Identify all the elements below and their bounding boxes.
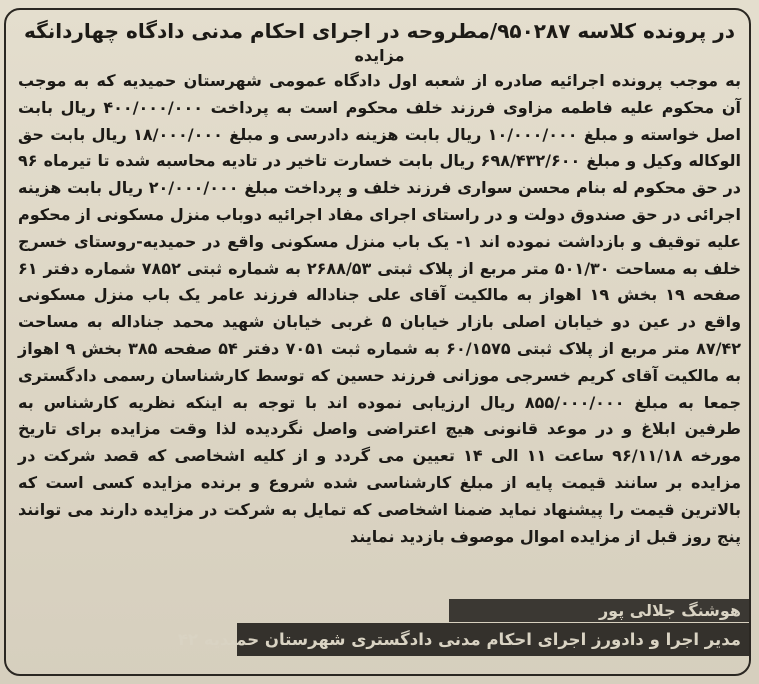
- notice-content: [18, 18, 741, 550]
- signature-name: هوشنگ جلالی پور: [449, 599, 749, 622]
- notice-body: به موجب پرونده اجرائیه صادره از شعبه اول دادگاه عمومی شهرستان حمیدیه که به موجب آن محکوم علیه فاطمه مزاوی فرزند خلف محکوم است به پرداخت ۴۰۰/۰۰۰/۰۰۰ ریال بابت اصل خواسته و مبلغ ۱۰/۰۰۰/۰۰۰ ریال بابت هزینه دادرسی و مبلغ ۱۸/۰۰۰/۰۰۰ ریال بابت حق الوکاله وکیل و مبلغ ۶۹۸/۴۳۲/۶۰۰ ریال بابت خسارت تاخیر در تادیه محاسبه شده تا تیرماه ۹۶ در حق محکوم له بنام محسن سواری فرزند خلف و پرداخت مبلغ ۲۰/۰۰۰/۰۰۰ ریال بابت هزینه اجرائی در حق صندوق دولت و در راستای اجرای مفاد اجرائیه دوباب منزل مسکونی از محکوم علیه توقیف و بازداشت نموده اند ۱- یک باب منزل مسکونی واقع در حمیدیه-روستای خسرج خلف به مساحت ۵۰۱/۳۰ متر مربع از پلاک ثبتی ۲۶۸۸/۵۳ به شماره ثبتی ۷۸۵۲ شماره دفتر ۶۱ صفحه ۱۹ بخش ۱۹ اهواز به مالکیت آقای علی جناداله فرزند عامر یک باب منزل مسکونی واقع در عین دو خیابان اصلی بازار خیابان ۵ غربی خیابان شهید محمد جناداله به مساحت ۸۷/۴۲ متر مربع از پلاک ثبتی ۶۰/۱۵۷۵ به شماره ثبت ۷۰۵۱ دفتر ۵۴ صفحه ۳۸۵ بخش ۹ اهواز به مالکیت آقای کریم خسرجی موزانی فرزند حسین که توسط کارشناسان رسمی دادگستری جمعا به مبلغ ۸۵۵/۰۰۰/۰۰۰ ریال ارزیابی نموده اند با توجه به اینکه نظریه کارشناس به طرفین ابلاغ و در موعد قانونی هیچ اعتراضی واصل نگردیده لذا وقت مزایده برای تاریخ مورخه ۹۶/۱۱/۱۸ ساعت ۱۱ الی ۱۴ تعیین می گردد و از کلیه اشخاصی که قصد شرکت در مزایده بر سانند قیمت پایه از مبلغ کارشناسی شده شروع و برنده مزایده کسی است که بالاترین قیمت را پیشنهاد نماید ضمنا اشخاصی که تمایل به شرکت در مزایده دارند می توانند پنج روز قبل از مزایده اموال موصوف بازدید نمایند: [18, 71, 742, 546]
- signature-title: مدیر اجرا و دادورز اجرای احکام مدنی دادگستری شهرستان حمیدیه ۴۲: [237, 623, 749, 656]
- notice-subheading: مزایده: [354, 46, 405, 65]
- notice-headline: در پرونده کلاسه ۹۵۰۲۸۷/مطروحه در اجرای احکام مدنی دادگاه چهاردانگه: [24, 19, 735, 43]
